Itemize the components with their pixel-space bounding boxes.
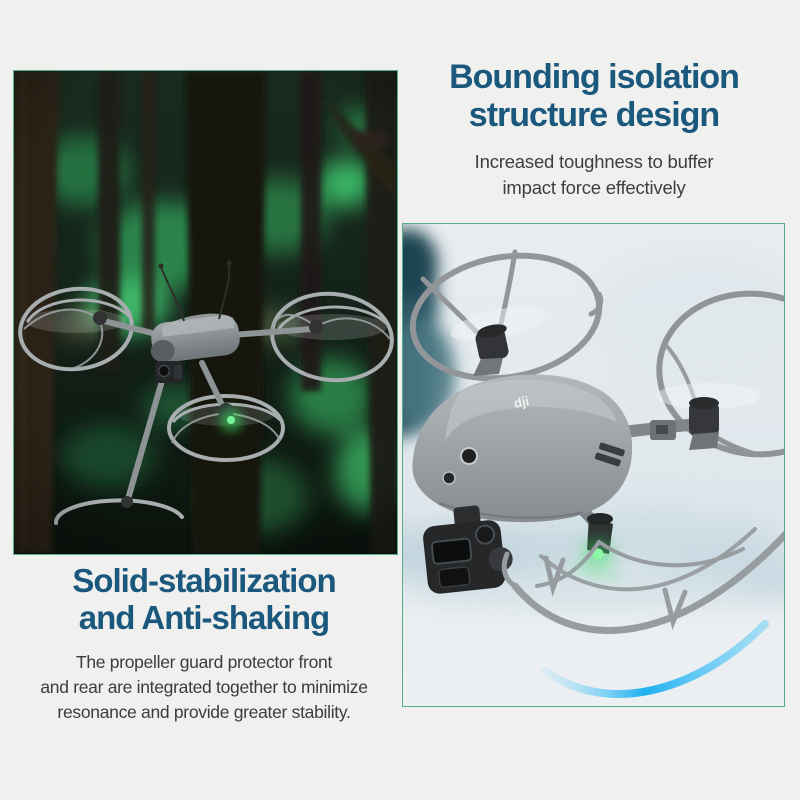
- drone-closeup-image: [402, 223, 785, 707]
- right-title-line: structure design: [468, 96, 720, 135]
- left-description: [8, 650, 400, 725]
- dji-logo: dji: [512, 393, 531, 411]
- left-description-line: The propeller guard protector front: [75, 651, 333, 672]
- left-description-line: and rear are integrated together to minimize: [40, 676, 368, 697]
- vision-sensor: [461, 448, 477, 464]
- left-caption: [8, 563, 400, 724]
- left-title-line: Solid-stabilization: [72, 562, 336, 599]
- forest-drone-image: [13, 70, 398, 555]
- left-title-line: and Anti-shaking: [78, 598, 330, 636]
- right-subtitle: [398, 149, 790, 200]
- right-header: [398, 58, 790, 200]
- right-title: [398, 58, 790, 134]
- right-subtitle-line: Increased toughness to buffer: [474, 151, 714, 173]
- left-description-line: resonance and provide greater stability.: [57, 701, 351, 722]
- forest-drone-illustration: [14, 71, 397, 554]
- vision-sensor: [443, 472, 455, 484]
- drone-closeup-illustration: [403, 224, 784, 706]
- vignette: [14, 71, 397, 554]
- right-subtitle-line: impact force effectively: [502, 176, 686, 198]
- right-title-line: Bounding isolation: [449, 58, 739, 96]
- motor-right: [689, 397, 719, 450]
- left-title: [8, 563, 400, 637]
- guard-clamp: [650, 420, 676, 440]
